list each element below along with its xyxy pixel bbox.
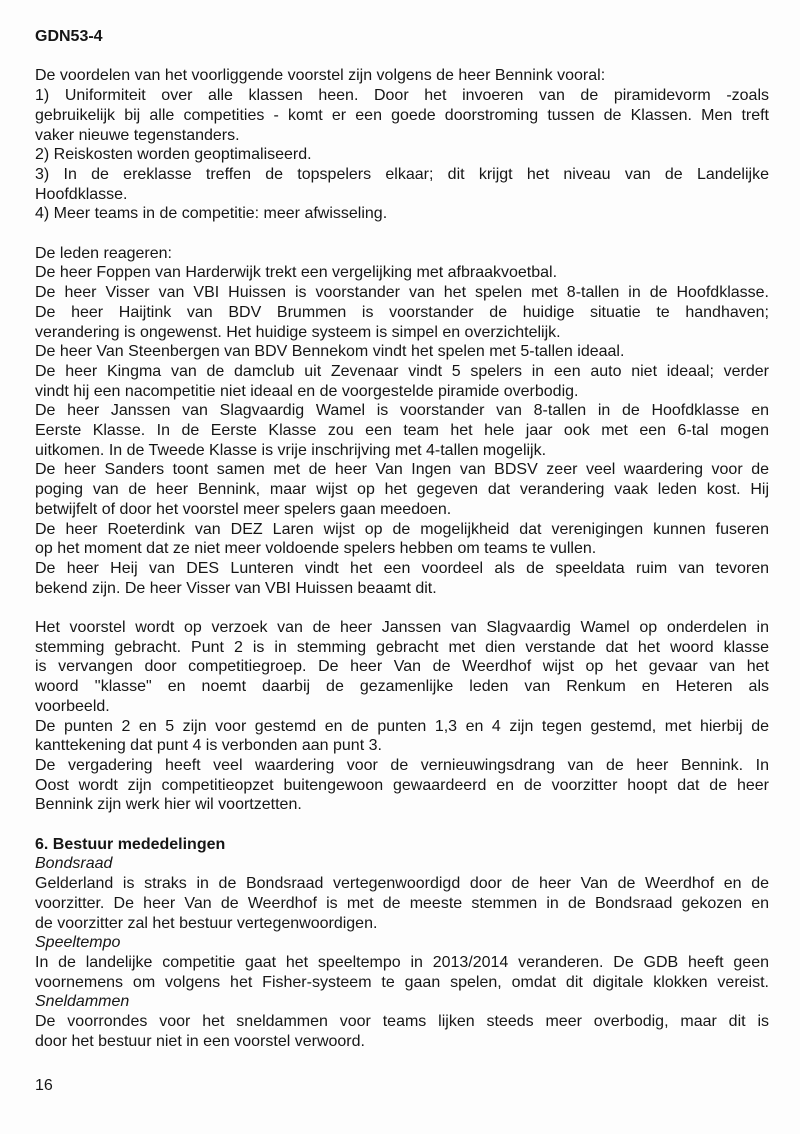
paragraph xyxy=(35,283,769,303)
text-line: De heer Heij van DES Lunteren vindt het een voordeel als de speeldata ruim van tevoren xyxy=(35,559,769,577)
paragraph xyxy=(35,303,769,342)
text-line: De heer Roeterdink van DEZ Laren wijst op de mogelijkheid dat verenigingen kunnen fuseren xyxy=(35,520,769,538)
paragraph xyxy=(35,520,769,559)
text-line: Hoofdklasse. xyxy=(35,185,128,203)
blank-line xyxy=(35,815,769,835)
text-line: In de landelijke competitie gaat het speeltempo in 2013/2014 veranderen. De GDB heeft geen xyxy=(35,953,769,971)
paragraph xyxy=(35,460,769,519)
page-number: 16 xyxy=(35,1077,53,1094)
subsection-heading xyxy=(35,854,769,874)
paragraph xyxy=(35,756,769,815)
text-line: De vergadering heeft veel waardering voor de vernieuwingsdrang van de heer Bennink. In xyxy=(35,756,769,774)
paragraph xyxy=(35,165,769,204)
text-line: Oost wordt zijn competitieopzet buitengewoon gewaardeerd en de voorzitter hoopt dat de heer xyxy=(35,776,769,794)
text-line: voorbeeld. xyxy=(35,697,110,715)
paragraph xyxy=(35,342,769,362)
subsection-heading xyxy=(35,992,769,1012)
text-line: stemming gebracht. Punt 2 is in stemming gebracht met dien verstande dat het woord klasse xyxy=(35,638,769,656)
text-line: 2) Reiskosten worden geoptimaliseerd. xyxy=(35,146,312,164)
text-line: woord ''klasse" en noemt daarbij de gezamenlijke leden van Renkum en Heteren als xyxy=(35,678,769,696)
paragraph xyxy=(35,1012,769,1051)
paragraph xyxy=(35,618,769,717)
text-line: De heer Haijtink van BDV Brummen is voorstander de huidige situatie te handhaven; xyxy=(35,303,769,321)
text-line: De voordelen van het voorliggende voorstel zijn volgens de heer Bennink vooral: xyxy=(35,67,606,85)
text-line: is vervangen door competitiegroep. De heer Van de Weerdhof wijst op het gevaar van het xyxy=(35,658,769,676)
text-line: Sneldammen xyxy=(35,993,130,1011)
paragraph xyxy=(35,86,769,145)
text-line: 1) Uniformiteit over alle klassen heen. Door het invoeren van de piramidevorm -zoals xyxy=(35,87,769,105)
text-line: 6. Bestuur mededelingen xyxy=(35,835,226,853)
text-line: Gelderland is straks in de Bondsraad vertegenwoordigd door de heer Van de Weerdhof en de xyxy=(35,875,769,893)
paragraph xyxy=(35,953,769,992)
text-line: Speeltempo xyxy=(35,934,121,952)
paragraph xyxy=(35,204,769,224)
text-line: De voorrondes voor het sneldammen voor teams lijken steeds meer overbodig, maar dit is xyxy=(35,1013,769,1031)
blank-line xyxy=(35,47,769,67)
text-line: De heer Visser van VBI Huissen is voorstander van het spelen met 8-tallen in de Hoofdklasse. xyxy=(35,284,769,302)
subsection-heading xyxy=(35,933,769,953)
text-line: De heer Van Steenbergen van BDV Bennekom vindt het spelen met 5-tallen ideaal. xyxy=(35,343,625,361)
section-heading xyxy=(35,835,769,855)
text-line: vaker nieuwe tegenstanders. xyxy=(35,126,240,144)
text-line: voornemens om volgens het Fisher-systeem te gaan spelen, omdat dit digitale klokken vereist. xyxy=(35,973,769,991)
blank-line xyxy=(35,224,769,244)
text-line: vindt hij een nacompetitie niet ideaal en de voorgestelde piramide overbodig. xyxy=(35,382,579,400)
text-line: Bennink zijn werk hier wil voortzetten. xyxy=(35,796,302,814)
text-line: uitkomen. In de Tweede Klasse is vrije inschrijving met 4-tallen mogelijk. xyxy=(35,441,547,459)
text-line: De punten 2 en 5 zijn voor gestemd en de punten 1,3 en 4 zijn tegen gestemd, met hierbij de xyxy=(35,717,769,735)
paragraph xyxy=(35,401,769,460)
text-line: GDN53-4 xyxy=(35,28,103,45)
paragraph xyxy=(35,362,769,401)
text-line: 3) In de ereklasse treffen de topspelers elkaar; dit krijgt het niveau van de Landelijke xyxy=(35,165,769,183)
text-line: gebruikelijk bij alle competities - komt er een goede doorstroming tussen de Klassen. Men treft xyxy=(35,106,769,124)
paragraph xyxy=(35,874,769,933)
paragraph xyxy=(35,145,769,165)
text-line: kanttekening dat punt 4 is verbonden aan punt 3. xyxy=(35,737,382,755)
text-line: Eerste Klasse. In de Eerste Klasse zou een team het hele jaar ook met een 6-tal mogen xyxy=(35,422,769,440)
document-body xyxy=(35,27,769,1052)
text-line: voorzitter. De heer Van de Weerdhof is met de meeste stemmen in de Bondsraad gekozen en xyxy=(35,894,769,912)
text-line: De leden reageren: xyxy=(35,244,172,262)
text-line: de voorzitter zal het bestuur vertegenwoordigen. xyxy=(35,914,378,932)
text-line: bekend zijn. De heer Visser van VBI Huissen beaamt dit. xyxy=(35,579,437,597)
text-line: De heer Janssen van Slagvaardig Wamel is voorstander van 8-tallen in de Hoofdklasse en xyxy=(35,402,769,420)
text-line: Het voorstel wordt op verzoek van de heer Janssen van Slagvaardig Wamel op onderdelen in xyxy=(35,619,769,637)
text-line: verandering is ongewenst. Het huidige systeem is simpel en overzichtelijk. xyxy=(35,323,561,341)
text-line: De heer Sanders toont samen met de heer Van Ingen van BDSV zeer veel waardering voor de xyxy=(35,461,769,479)
text-line: op het moment dat ze niet meer voldoende spelers hebben om teams te vullen. xyxy=(35,540,597,558)
text-line: betwijfelt of door het voorstel meer spelers gaan meedoen. xyxy=(35,500,452,518)
paragraph xyxy=(35,66,769,86)
paragraph xyxy=(35,559,769,598)
section-heading xyxy=(35,27,769,47)
text-line: De heer Foppen van Harderwijk trekt een vergelijking met afbraakvoetbal. xyxy=(35,264,558,282)
paragraph xyxy=(35,263,769,283)
text-line: Bondsraad xyxy=(35,855,113,873)
paragraph xyxy=(35,717,769,756)
blank-line xyxy=(35,598,769,618)
text-line: door het bestuur niet in een voorstel verwoord. xyxy=(35,1032,365,1050)
paragraph xyxy=(35,244,769,264)
text-line: 4) Meer teams in de competitie: meer afwisseling. xyxy=(35,205,388,223)
text-line: De heer Kingma van de damclub uit Zevenaar vindt 5 spelers in een auto niet ideaal; verder xyxy=(35,362,769,380)
text-line: poging van de heer Bennink, maar wijst op het gegeven dat verandering vaak leden kost. Hij xyxy=(35,481,769,499)
